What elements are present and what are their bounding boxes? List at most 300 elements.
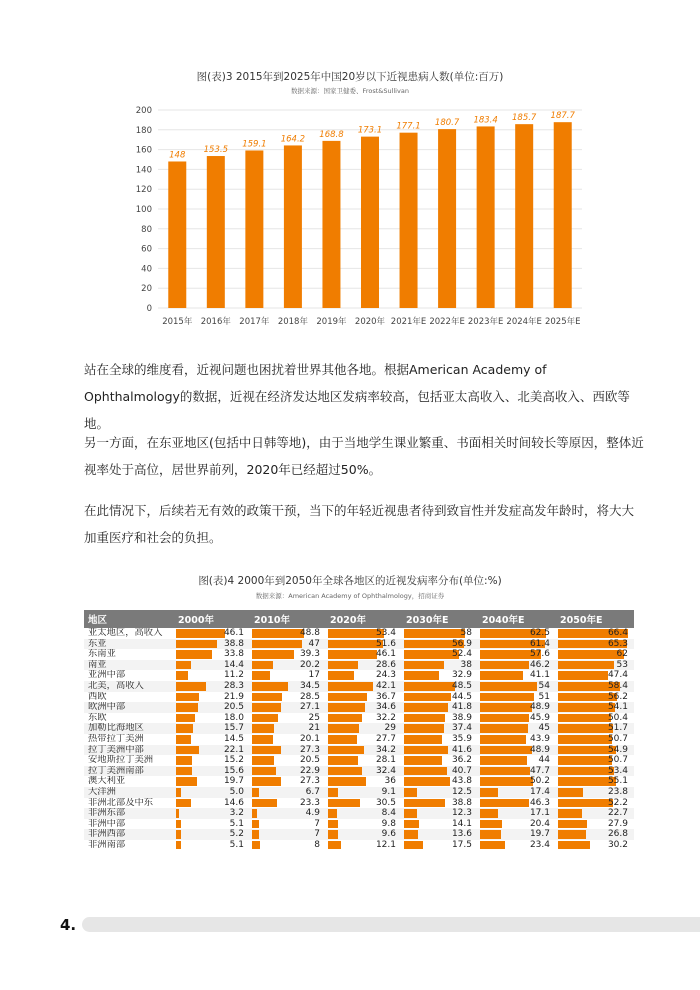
table-cell [556, 798, 634, 809]
x-tick-label: 2023年E [467, 317, 504, 327]
x-tick-label: 2022年E [429, 317, 465, 327]
column-header: 2050年E [556, 610, 634, 628]
table-cell [402, 776, 478, 787]
rate-bar [328, 756, 358, 765]
rate-value: 17.5 [451, 839, 472, 850]
table-cell [250, 702, 326, 713]
rate-bar [328, 841, 341, 850]
table-cell [250, 713, 326, 724]
bar [361, 137, 379, 308]
bar [438, 129, 456, 308]
rate-bar [558, 714, 611, 723]
paragraph-2: 另一方面，在东亚地区(包括中日韩等地)，由于当地学生课业繁重、书面相关时间较长等原因，整体近视率处于高位，居世界前列，2020年已经超过50%。 [84, 435, 644, 477]
rate-bar [252, 682, 288, 691]
rate-value: 46.1 [375, 649, 396, 660]
table-row [84, 829, 634, 840]
rate-bar [404, 841, 423, 850]
region-name: 非洲中部 [88, 818, 126, 829]
rate-value: 8.4 [381, 808, 396, 819]
table-cell [174, 681, 250, 692]
table-row [84, 798, 634, 809]
table-cell [326, 692, 402, 703]
rate-value: 20.5 [223, 702, 244, 713]
region-name: 南亚 [84, 660, 174, 671]
rate-value: 43.8 [451, 776, 472, 787]
region-name: 非洲北部及中东 [88, 797, 154, 808]
rate-value: 27.1 [299, 702, 320, 713]
region-name: 热带拉丁美洲 [88, 733, 144, 744]
rate-bar [480, 746, 532, 755]
rate-value: 18.0 [223, 712, 244, 723]
table-header-row [84, 610, 634, 628]
table-cell [250, 745, 326, 756]
rate-value: 13.6 [451, 829, 472, 840]
table-cell [326, 766, 402, 777]
rate-bar [558, 799, 613, 808]
y-tick-label: 80 [141, 224, 152, 235]
table-cell [326, 776, 402, 787]
rate-value: 50.7 [607, 733, 628, 744]
rate-bar [252, 767, 276, 776]
rate-value: 15.6 [223, 765, 244, 776]
rate-bar [176, 714, 195, 723]
rate-bar [480, 830, 501, 839]
myopia-rate-table [84, 610, 634, 850]
region-name: 加勒比海地区 [84, 723, 174, 734]
table-cell [250, 723, 326, 734]
table-cell [478, 692, 556, 703]
rate-bar [404, 767, 447, 776]
table-cell [478, 776, 556, 787]
rate-value: 53.4 [375, 628, 396, 638]
y-tick-label: 160 [135, 145, 152, 156]
rate-value: 5.2 [229, 829, 244, 840]
table-cell [174, 723, 250, 734]
table-cell [556, 766, 634, 777]
table-cell [556, 745, 634, 756]
rate-bar [404, 714, 445, 723]
region-name: 非洲西部 [84, 829, 174, 840]
rate-bar [252, 735, 273, 744]
rate-value: 44 [538, 755, 550, 766]
rate-value: 54.9 [607, 744, 628, 755]
table-cell [478, 649, 556, 660]
table-row [84, 670, 634, 681]
table-cell [402, 723, 478, 734]
table-cell [174, 808, 250, 819]
region-name: 东欧 [88, 712, 107, 723]
x-tick-label: 2021年E [390, 317, 427, 327]
rate-value: 39.3 [299, 649, 320, 660]
data-label: 180.7 [434, 118, 460, 129]
rate-bar [176, 746, 199, 755]
table-cell [556, 660, 634, 671]
table-cell [556, 670, 634, 681]
rate-value: 28.6 [375, 659, 396, 670]
rate-bar [176, 735, 191, 744]
table-row [84, 681, 634, 692]
table-cell [402, 649, 478, 660]
rate-value: 54 [538, 680, 550, 691]
rate-bar [480, 788, 498, 797]
table-row [84, 787, 634, 798]
table-cell [174, 787, 250, 798]
rate-value: 23.8 [607, 786, 628, 797]
rate-value: 34.5 [299, 680, 320, 691]
rate-bar [558, 756, 612, 765]
table-cell [556, 755, 634, 766]
rate-value: 57.6 [529, 649, 550, 660]
rate-value: 27.9 [607, 818, 628, 829]
x-tick-label: 2025年E [544, 317, 581, 327]
rate-bar [480, 841, 505, 850]
rate-value: 5.1 [229, 818, 244, 829]
table-cell [250, 628, 326, 639]
rate-bar [328, 767, 362, 776]
rate-bar [176, 629, 225, 638]
data-label: 148 [169, 150, 186, 161]
rate-value: 12.5 [451, 786, 472, 797]
paragraph-3: 在此情况下，后续若无有效的政策干预，当下的年轻近视患者待到致盲性并发症高发年龄时，将大大加重医疗和社会的负担。 [84, 503, 635, 545]
rate-bar [176, 767, 192, 776]
table-cell [402, 702, 478, 713]
table-cell [556, 819, 634, 830]
chart1-title: 图(表)3 2015年到2025年中国20岁以下近视患病人数(单位:百万) [196, 71, 504, 83]
rate-value: 41.6 [451, 744, 472, 755]
rate-value: 48.9 [529, 702, 550, 713]
page-number: 4. [60, 916, 77, 934]
rate-bar [328, 735, 357, 744]
region-name: 安地斯拉丁美洲 [88, 755, 154, 766]
table-cell [478, 713, 556, 724]
rate-bar [252, 629, 304, 638]
table-cell [174, 734, 250, 745]
rate-value: 44.5 [451, 691, 472, 702]
table-cell [250, 734, 326, 745]
rate-bar [252, 788, 259, 797]
rate-bar [558, 735, 612, 744]
rate-value: 9.1 [381, 786, 396, 797]
rate-bar [480, 682, 537, 691]
table-row [84, 639, 634, 650]
table-cell [250, 766, 326, 777]
table-cell [402, 734, 478, 745]
rate-bar [480, 661, 529, 670]
rate-value: 20.1 [299, 733, 320, 744]
rate-value: 21 [308, 723, 320, 734]
rate-value: 9.6 [381, 829, 396, 840]
rate-bar [558, 724, 613, 733]
table-cell [174, 829, 250, 840]
rate-bar [176, 703, 198, 712]
table-cell [556, 734, 634, 745]
rate-bar [558, 767, 614, 776]
rate-bar [252, 756, 274, 765]
rate-bar [176, 841, 181, 850]
rate-value: 65.3 [607, 638, 628, 649]
rate-value: 56.2 [607, 691, 628, 702]
table-cell [250, 692, 326, 703]
table-cell [174, 766, 250, 777]
region-name: 东南亚 [88, 649, 116, 660]
region-name: 非洲南部 [88, 839, 126, 850]
bar [207, 156, 225, 308]
rate-value: 41.1 [529, 670, 550, 681]
rate-bar [404, 661, 444, 670]
data-label: 187.7 [550, 111, 575, 122]
rate-bar [404, 830, 418, 839]
rate-value: 35.9 [451, 733, 472, 744]
rate-value: 62 [616, 649, 628, 660]
rate-value: 23.3 [299, 797, 320, 808]
table-cell [326, 808, 402, 819]
rate-bar [176, 671, 188, 680]
rate-bar [328, 799, 360, 808]
table-cell [478, 819, 556, 830]
rate-bar [558, 671, 608, 680]
rate-bar [328, 693, 367, 702]
rate-bar [404, 735, 442, 744]
rate-bar [404, 756, 442, 765]
data-label: 183.4 [473, 115, 498, 126]
data-label: 164.2 [280, 134, 306, 145]
table-cell [478, 734, 556, 745]
paragraph-1: 站在全球的维度看，近视问题也困扰着世界其他各地。根据American Academy of Ophthalmology的数据，近视在经济发达地区发病率较高，包括亚太高收入、北美高收入、西欧等地。 [84, 362, 630, 431]
rate-bar [252, 830, 259, 839]
rate-value: 36 [384, 776, 396, 787]
rate-value: 34.2 [375, 744, 396, 755]
rate-bar [480, 671, 523, 680]
rate-value: 20.4 [529, 818, 550, 829]
rate-value: 27.3 [299, 744, 320, 755]
table-cell [174, 713, 250, 724]
rate-value: 28.3 [223, 680, 244, 691]
region-name: 西欧 [88, 691, 107, 702]
rate-value: 46.1 [223, 628, 244, 638]
rate-value: 53 [616, 659, 628, 670]
rate-bar [252, 640, 302, 649]
table-cell [478, 840, 556, 851]
table-cell [326, 649, 402, 660]
rate-value: 62.5 [529, 628, 550, 638]
table-cell [250, 639, 326, 650]
rate-value: 25 [308, 712, 320, 723]
rate-value: 50.7 [607, 755, 628, 766]
table-row [84, 628, 634, 639]
table-cell [326, 787, 402, 798]
region-name: 拉丁美洲中部 [84, 745, 174, 756]
table-cell [326, 713, 402, 724]
region-name: 澳大利亚 [88, 776, 126, 787]
table-cell [478, 660, 556, 671]
x-tick-label: 2016年 [200, 317, 231, 327]
column-header: 2020年 [326, 610, 402, 628]
data-label: 177.1 [396, 121, 421, 132]
rate-bar [404, 671, 439, 680]
x-tick-label: 2024年E [506, 317, 542, 327]
table-row [84, 734, 634, 745]
x-tick-label: 2018年 [277, 317, 308, 327]
table-row [84, 755, 634, 766]
x-tick-label: 2019年 [316, 317, 347, 327]
rate-bar [404, 799, 445, 808]
rate-bar [480, 756, 527, 765]
rate-bar [252, 820, 259, 829]
rate-value: 3.2 [229, 808, 244, 819]
y-tick-label: 20 [141, 284, 152, 295]
rate-value: 38.8 [223, 638, 244, 649]
rate-value: 7 [314, 829, 320, 840]
rate-value: 8 [314, 839, 320, 850]
column-header: 2000年 [174, 610, 250, 628]
table-cell [402, 766, 478, 777]
column-header: 2030年E [402, 610, 478, 628]
table-cell [174, 649, 250, 660]
rate-value: 32.9 [451, 670, 472, 681]
rate-value: 47 [308, 638, 320, 649]
region-name: 拉丁美洲南部 [84, 766, 174, 777]
table-cell [478, 723, 556, 734]
table-cell [402, 745, 478, 756]
table-cell [326, 745, 402, 756]
chart2-title: 图(表)4 2000年到2050年全球各地区的近视发病率分布(单位:%) [198, 575, 502, 587]
rate-value: 19.7 [529, 829, 550, 840]
data-label: 153.5 [203, 145, 228, 156]
rate-bar [328, 746, 364, 755]
rate-bar [252, 650, 294, 659]
table-cell [478, 787, 556, 798]
rate-value: 32.2 [375, 712, 396, 723]
rate-value: 52.2 [607, 797, 628, 808]
region-name: 欧洲中部 [84, 702, 174, 713]
rate-bar [328, 640, 383, 649]
data-label: 173.1 [357, 125, 383, 136]
rate-bar [252, 714, 278, 723]
table-cell [326, 819, 402, 830]
table-cell [402, 808, 478, 819]
table-row [84, 808, 634, 819]
rate-value: 42.1 [375, 680, 396, 691]
table-row [84, 840, 634, 851]
table-cell [326, 755, 402, 766]
bar [168, 161, 186, 308]
x-tick-label: 2015年 [162, 317, 193, 327]
table-cell [174, 819, 250, 830]
rate-value: 21.9 [223, 691, 244, 702]
rate-bar [480, 714, 529, 723]
table-cell [250, 840, 326, 851]
table-cell [556, 829, 634, 840]
rate-bar [328, 777, 366, 786]
rate-value: 22.9 [299, 765, 320, 776]
region-name: 大洋洲 [84, 787, 174, 798]
rate-value: 51 [538, 691, 550, 702]
rate-bar [480, 703, 532, 712]
rate-value: 34.6 [375, 702, 396, 713]
y-tick-label: 140 [135, 165, 152, 176]
rate-value: 37.4 [451, 723, 472, 734]
rate-bar [252, 809, 257, 818]
rate-bar [404, 820, 419, 829]
table-row [84, 776, 634, 787]
table-cell [478, 639, 556, 650]
rate-bar [252, 777, 281, 786]
rate-bar [252, 799, 277, 808]
table-cell [402, 660, 478, 671]
rate-value: 20.2 [299, 659, 320, 670]
rate-value: 29 [384, 723, 396, 734]
rate-value: 38.8 [451, 797, 472, 808]
table-cell [402, 819, 478, 830]
rate-bar [328, 809, 337, 818]
rate-bar [176, 640, 217, 649]
rate-bar [404, 809, 417, 818]
rate-value: 46.3 [529, 797, 550, 808]
data-label: 159.1 [242, 139, 267, 150]
rate-bar [176, 693, 199, 702]
table-cell [556, 713, 634, 724]
x-tick-label: 2017年 [239, 317, 270, 327]
rate-bar [404, 703, 448, 712]
rate-bar [480, 735, 526, 744]
column-header: 2010年 [250, 610, 326, 628]
rate-bar [404, 629, 465, 638]
table-cell [174, 755, 250, 766]
rate-bar [328, 714, 362, 723]
column-header: 2040年E [478, 610, 556, 628]
rate-bar [176, 661, 191, 670]
rate-bar [176, 777, 197, 786]
region-name: 非洲东部 [84, 808, 174, 819]
rate-value: 36.2 [451, 755, 472, 766]
rate-bar [480, 693, 534, 702]
rate-value: 14.4 [223, 659, 244, 670]
rate-value: 17 [308, 670, 320, 681]
table-cell [326, 798, 402, 809]
rate-bar [252, 671, 270, 680]
rate-bar [328, 671, 354, 680]
table-cell [478, 766, 556, 777]
bar [515, 124, 533, 308]
table-cell [250, 776, 326, 787]
rate-value: 5.1 [229, 839, 244, 850]
rate-value: 30.2 [607, 839, 628, 850]
table-cell [250, 670, 326, 681]
table-cell [326, 840, 402, 851]
rate-value: 43.9 [529, 733, 550, 744]
rate-bar [558, 661, 614, 670]
table-cell [478, 808, 556, 819]
table-cell [556, 681, 634, 692]
chart1-source: 数据来源：国家卫健委、Frost&Sullivan [291, 87, 409, 95]
table-cell [556, 702, 634, 713]
rate-value: 50.2 [529, 776, 550, 787]
rate-bar [558, 788, 583, 797]
rate-value: 24.3 [375, 670, 396, 681]
table-cell [326, 734, 402, 745]
table-cell [478, 755, 556, 766]
rate-value: 22.1 [223, 744, 244, 755]
table-cell [402, 639, 478, 650]
rate-value: 52.4 [451, 649, 472, 660]
table-cell [402, 681, 478, 692]
rate-bar [176, 788, 181, 797]
rate-value: 14.5 [223, 733, 244, 744]
rate-value: 55.1 [607, 776, 628, 787]
table-cell [556, 787, 634, 798]
table-cell [402, 628, 478, 639]
rate-value: 12.1 [375, 839, 396, 850]
